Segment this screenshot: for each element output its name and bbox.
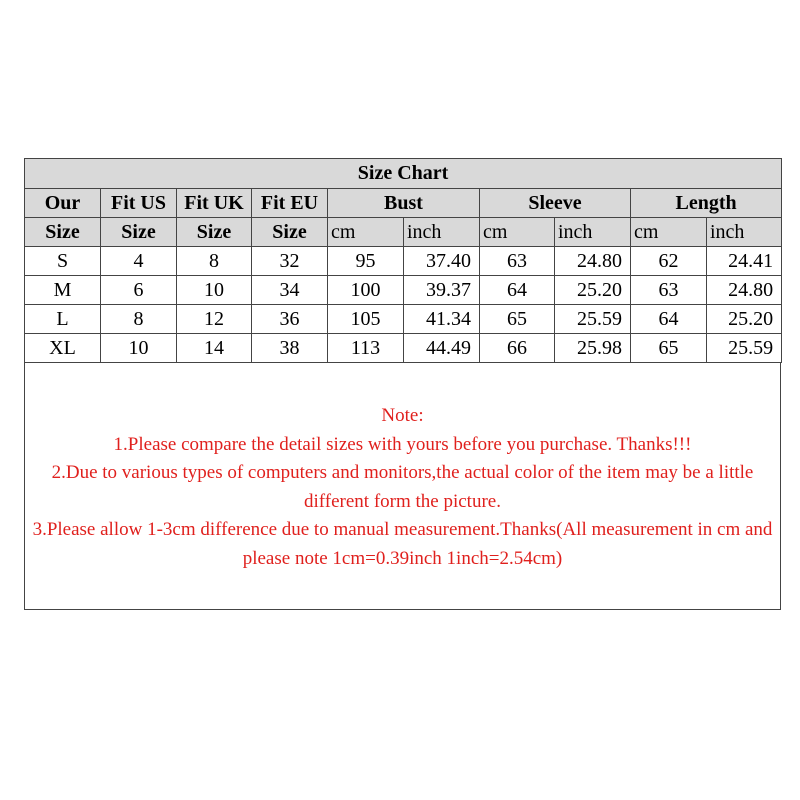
cell-length-cm: 63 [631,276,707,305]
cell-length-cm: 65 [631,334,707,363]
header-fit-us-sub: Size [101,218,177,247]
cell-size: L [25,305,101,334]
cell-bust-cm: 105 [328,305,404,334]
table-row [25,276,782,305]
cell-size: XL [25,334,101,363]
unit-bust-inch: inch [404,218,480,247]
cell-size: S [25,247,101,276]
cell-length-inch: 24.80 [707,276,782,305]
size-chart [24,158,781,610]
cell-uk: 10 [177,276,252,305]
table-row [25,247,782,276]
cell-us: 8 [101,305,177,334]
table-row [25,334,782,363]
cell-sleeve-cm: 64 [480,276,555,305]
cell-length-cm: 62 [631,247,707,276]
unit-bust-cm: cm [328,218,404,247]
cell-eu: 36 [252,305,328,334]
cell-sleeve-cm: 63 [480,247,555,276]
header-our-size-sub: Size [25,218,101,247]
header-sleeve: Sleeve [480,189,631,218]
cell-us: 6 [101,276,177,305]
cell-bust-inch: 39.37 [404,276,480,305]
cell-length-cm: 64 [631,305,707,334]
unit-length-inch: inch [707,218,782,247]
cell-eu: 38 [252,334,328,363]
cell-eu: 34 [252,276,328,305]
header-fit-us: Fit US [101,189,177,218]
header-length: Length [631,189,782,218]
cell-length-inch: 24.41 [707,247,782,276]
cell-us: 4 [101,247,177,276]
unit-sleeve-inch: inch [555,218,631,247]
cell-bust-inch: 41.34 [404,305,480,334]
header-fit-uk-sub: Size [177,218,252,247]
cell-sleeve-cm: 65 [480,305,555,334]
note-line-2: 2.Due to various types of computers and monitors,the actual color of the item may be a little different form the picture. [51,462,754,512]
header-our-size: Our [25,189,101,218]
cell-length-inch: 25.20 [707,305,782,334]
cell-sleeve-cm: 66 [480,334,555,363]
table-row [25,305,782,334]
unit-length-cm: cm [631,218,707,247]
cell-bust-cm: 113 [328,334,404,363]
cell-us: 10 [101,334,177,363]
cell-sleeve-inch: 25.59 [555,305,631,334]
header-fit-eu: Fit EU [252,189,328,218]
cell-sleeve-inch: 24.80 [555,247,631,276]
note-line-3: 3.Please allow 1-3cm difference due to manual measurement.Thanks(All measurement in cm and please note 1cm=0.39inch 1inch=2.54cm) [32,519,773,569]
unit-sleeve-cm: cm [480,218,555,247]
cell-uk: 14 [177,334,252,363]
cell-uk: 8 [177,247,252,276]
header-fit-eu-sub: Size [252,218,328,247]
cell-sleeve-inch: 25.20 [555,276,631,305]
cell-size: M [25,276,101,305]
size-table [24,158,782,363]
cell-length-inch: 25.59 [707,334,782,363]
cell-sleeve-inch: 25.98 [555,334,631,363]
header-fit-uk: Fit UK [177,189,252,218]
table-title: Size Chart [25,159,782,189]
note-line-1: 1.Please compare the detail sizes with yours before you purchase. Thanks!!! [113,433,692,455]
header-bust: Bust [328,189,480,218]
cell-bust-cm: 100 [328,276,404,305]
cell-eu: 32 [252,247,328,276]
note-heading: Note: [381,405,424,426]
cell-bust-cm: 95 [328,247,404,276]
cell-bust-inch: 44.49 [404,334,480,363]
notes-box [24,363,781,610]
cell-bust-inch: 37.40 [404,247,480,276]
cell-uk: 12 [177,305,252,334]
